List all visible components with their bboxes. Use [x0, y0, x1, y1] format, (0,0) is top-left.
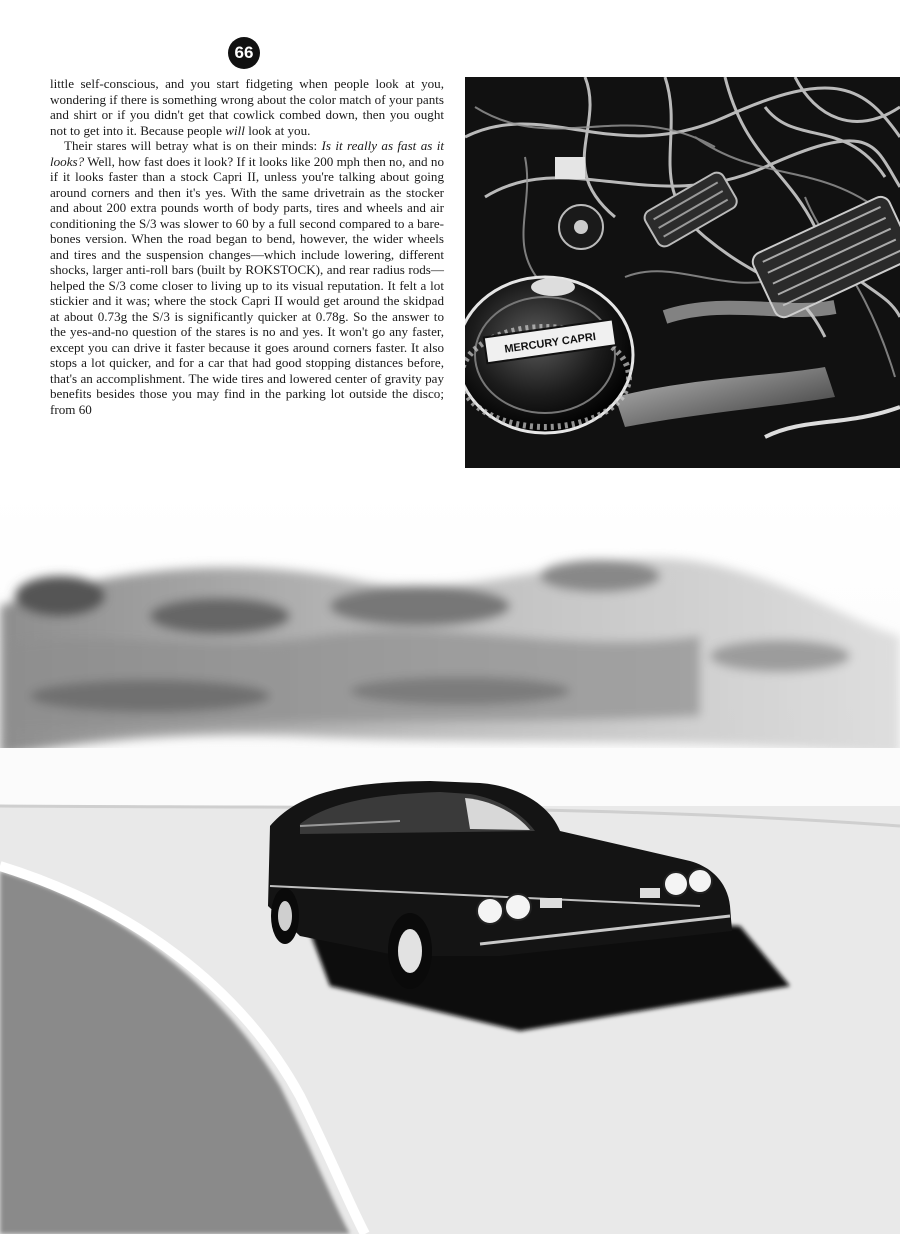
headlight-right-outer	[688, 869, 712, 893]
headlight-left-outer	[477, 898, 503, 924]
page-number-badge: 66	[228, 37, 260, 69]
article-body	[50, 76, 444, 417]
paragraph-2: Their stares will betray what is on their minds: Is it really as fast as it looks? Well, how fast does it look? If it looks like 200 mph then no, and no if it looks faster than a stock Capri II, unless you're talking about going around corners and then it's yes. With the same drivetrain as the stocker and about 200 extra pounds worth of body parts, tires and wheels and air conditioning the S/3 was slower to 60 by a full second compared to a bare-bones version. When the road began to bend, however, the wider wheels and tires and the suspension changes—which include lowering, different shocks, larger anti-roll bars (built by ROKSTOCK), and rear radius rods—helped the S/3 come closer to living up to its visual reputation. It felt a lot stickier and it was; where the stock Capri II would get around the skidpad at about 0.73g the S/3 is significantly quicker at 0.78g. So the answer to the yes-and-no question of the stares is no and yes. It won't go any faster, except you can drive it faster because it goes around corners faster. It also stops a lot quicker, and for a car that had good stopping distances before, that's an accomplishment. The wide tires and lowered center of gravity pay benefits besides those you may find in the parking lot outside the disco; from 60	[50, 138, 444, 417]
car-on-road-photo	[0, 486, 900, 1234]
air-cleaner-badge-text: MERCURY CAPRI	[503, 330, 597, 356]
paragraph-1: little self-conscious, and you start fidgeting when people look at you, wondering if there is something wrong about the color match of your pants and shirt or if you didn't get that cowlick combed down, then you ought not to get into it. Because people will look at you.	[50, 76, 444, 138]
front-wheel	[398, 929, 422, 973]
engine-bay-photo	[465, 77, 900, 468]
headlight-right-inner	[664, 872, 688, 896]
rear-wheel	[278, 901, 292, 931]
headlight-left-inner	[505, 894, 531, 920]
capri-road-illustration	[0, 486, 900, 1234]
engine-bay-illustration	[465, 77, 900, 468]
